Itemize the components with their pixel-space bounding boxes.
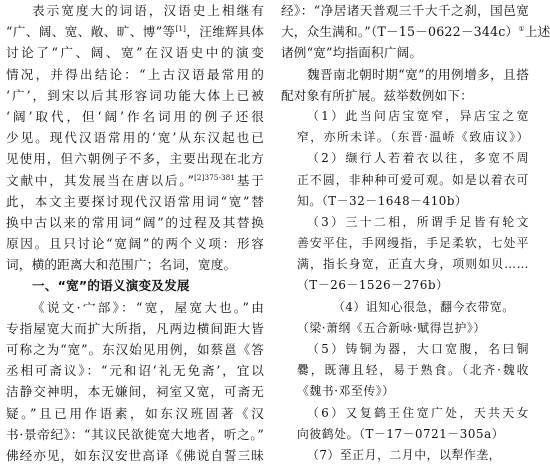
text-line: 诸例“宽”均指面积广阔。 bbox=[281, 45, 423, 61]
example-line: （5）铸铜为器，大口宽腹，名曰铜 bbox=[307, 342, 529, 356]
text-line bbox=[281, 21, 550, 42]
text-line bbox=[6, 170, 264, 191]
text-line: 疑。”且已用作语素，如东汉班固著《汉 bbox=[6, 405, 264, 421]
section-heading: 一、“宽”的语义演变及发展 bbox=[32, 278, 190, 294]
example-line: 知。（T－32－1648－410b） bbox=[297, 193, 468, 208]
example-line: 正不圆，非种种可爱可观。如是以着衣可 bbox=[297, 172, 529, 187]
example-line: 爨，既薄且轻，易于熟食。（北齐·魏收 bbox=[297, 363, 529, 378]
text-line: 词，横的距离大和范围广；名词，宽度。 bbox=[6, 257, 237, 273]
example-line: 善安平住，手网缦指，手足柔软，七处平 bbox=[297, 236, 529, 251]
text-line bbox=[6, 21, 264, 42]
text-line: ‘广’，到宋以后其形容词功能大体上已被 bbox=[6, 87, 264, 103]
text-span: 文献中，其发展当在唐以后。” bbox=[6, 172, 195, 188]
text-line: 洁静交神明，本无嫌间，祠室又宽，可斋无 bbox=[6, 384, 264, 400]
left-column bbox=[6, 0, 264, 466]
example-line: （7）至正月，二月中，以犁作垄， bbox=[307, 447, 502, 462]
text-line: 见使用，但六朝例子不多，主要出现在北方 bbox=[6, 151, 264, 167]
example-line: 窄，亦所未详。（东晋·温峤《致庙议》） bbox=[297, 130, 529, 145]
example-line: （2）缬行人若着衣以往，多宽不周 bbox=[307, 151, 529, 166]
text-line: 佛经亦见，如东汉安世高译《佛说自誓三昧 bbox=[6, 447, 264, 463]
text-line: 原因。且只讨论“宽阔”的两个义项：形容 bbox=[6, 236, 264, 252]
example-line: 《魏书·邓至传》） bbox=[297, 384, 395, 399]
text-line: 经》：“净居诸天普观三千大千之刹，国邑宽 bbox=[281, 3, 529, 18]
text-line: 专指屋宽大而扩大所指，凡两边横间距大皆 bbox=[6, 320, 264, 336]
example-line: （1）此当问店宝宽窄，异店宝之宽 bbox=[307, 108, 529, 123]
text-line: 可称之为“宽”。东汉始见用例，如蔡邕《答 bbox=[6, 342, 264, 357]
text-line: 换中古以来的常用词“阔”的过程及其替换 bbox=[6, 214, 264, 230]
text-line: 丞相可斋议》：“元和诏‘礼无免斋’，宜以 bbox=[6, 363, 264, 379]
text-line: 讨论了“广、阔、宽”在汉语史中的演变 bbox=[6, 45, 264, 61]
citation-superscript: [1] bbox=[175, 25, 187, 33]
text-span: ，汪维辉具体 bbox=[186, 24, 264, 40]
citation-superscript: [2]375-381 bbox=[194, 173, 236, 182]
example-line: （梁·萧纲《五合新咏·赋得岂护》） bbox=[297, 320, 486, 335]
example-line: 满，指长身宽，正直大身，项则如贝…… bbox=[297, 257, 529, 272]
text-span: 上述 bbox=[524, 24, 550, 40]
text-line: 此，本文主要探讨现代汉语常用词“宽”替 bbox=[6, 193, 264, 209]
text-line: ‘阔’取代，但‘阔’作名词用的例子还很 bbox=[6, 108, 264, 124]
text-line: 少见。现代汉语常用的‘宽’从东汉起也已 bbox=[6, 130, 264, 146]
text-span: 大，众生满和。”（T－15－0622－344c） bbox=[281, 24, 519, 40]
footnote-marker: ① bbox=[518, 25, 525, 33]
text-line: 魏晋南北朝时期“宽”的用例增多，且搭 bbox=[307, 66, 529, 82]
text-line: 《说文·宀部》：“宽，屋宽大也。”由 bbox=[32, 299, 264, 315]
text-line: 配对象有所扩展。兹举数例如下： bbox=[281, 87, 473, 103]
text-line: 情况，并得出结论：“上古汉语最常用的 bbox=[6, 66, 264, 82]
example-line: 向彼鹤处。（T－17－0721－305a） bbox=[297, 426, 505, 441]
text-line: 书·景帝纪》：“其议民欲徙宽大地者，听之。” bbox=[6, 426, 264, 442]
example-line: （4）诅知心很急，翻今衣带宽。 bbox=[333, 299, 515, 314]
text-span: “广、阔、宽、敞、旷、博”等 bbox=[6, 24, 176, 40]
text-line: 表示宽度大的词语，汉语史上相继有 bbox=[32, 3, 264, 18]
text-span: 基于 bbox=[235, 172, 264, 188]
example-line: （3）三十二相，所谓手足皆有轮文 bbox=[307, 214, 529, 229]
example-line: （6）又复鹤王住宽广处，天共天女 bbox=[307, 405, 529, 420]
example-line: （T－26－1526－276b） bbox=[297, 278, 449, 293]
right-column bbox=[281, 0, 550, 466]
